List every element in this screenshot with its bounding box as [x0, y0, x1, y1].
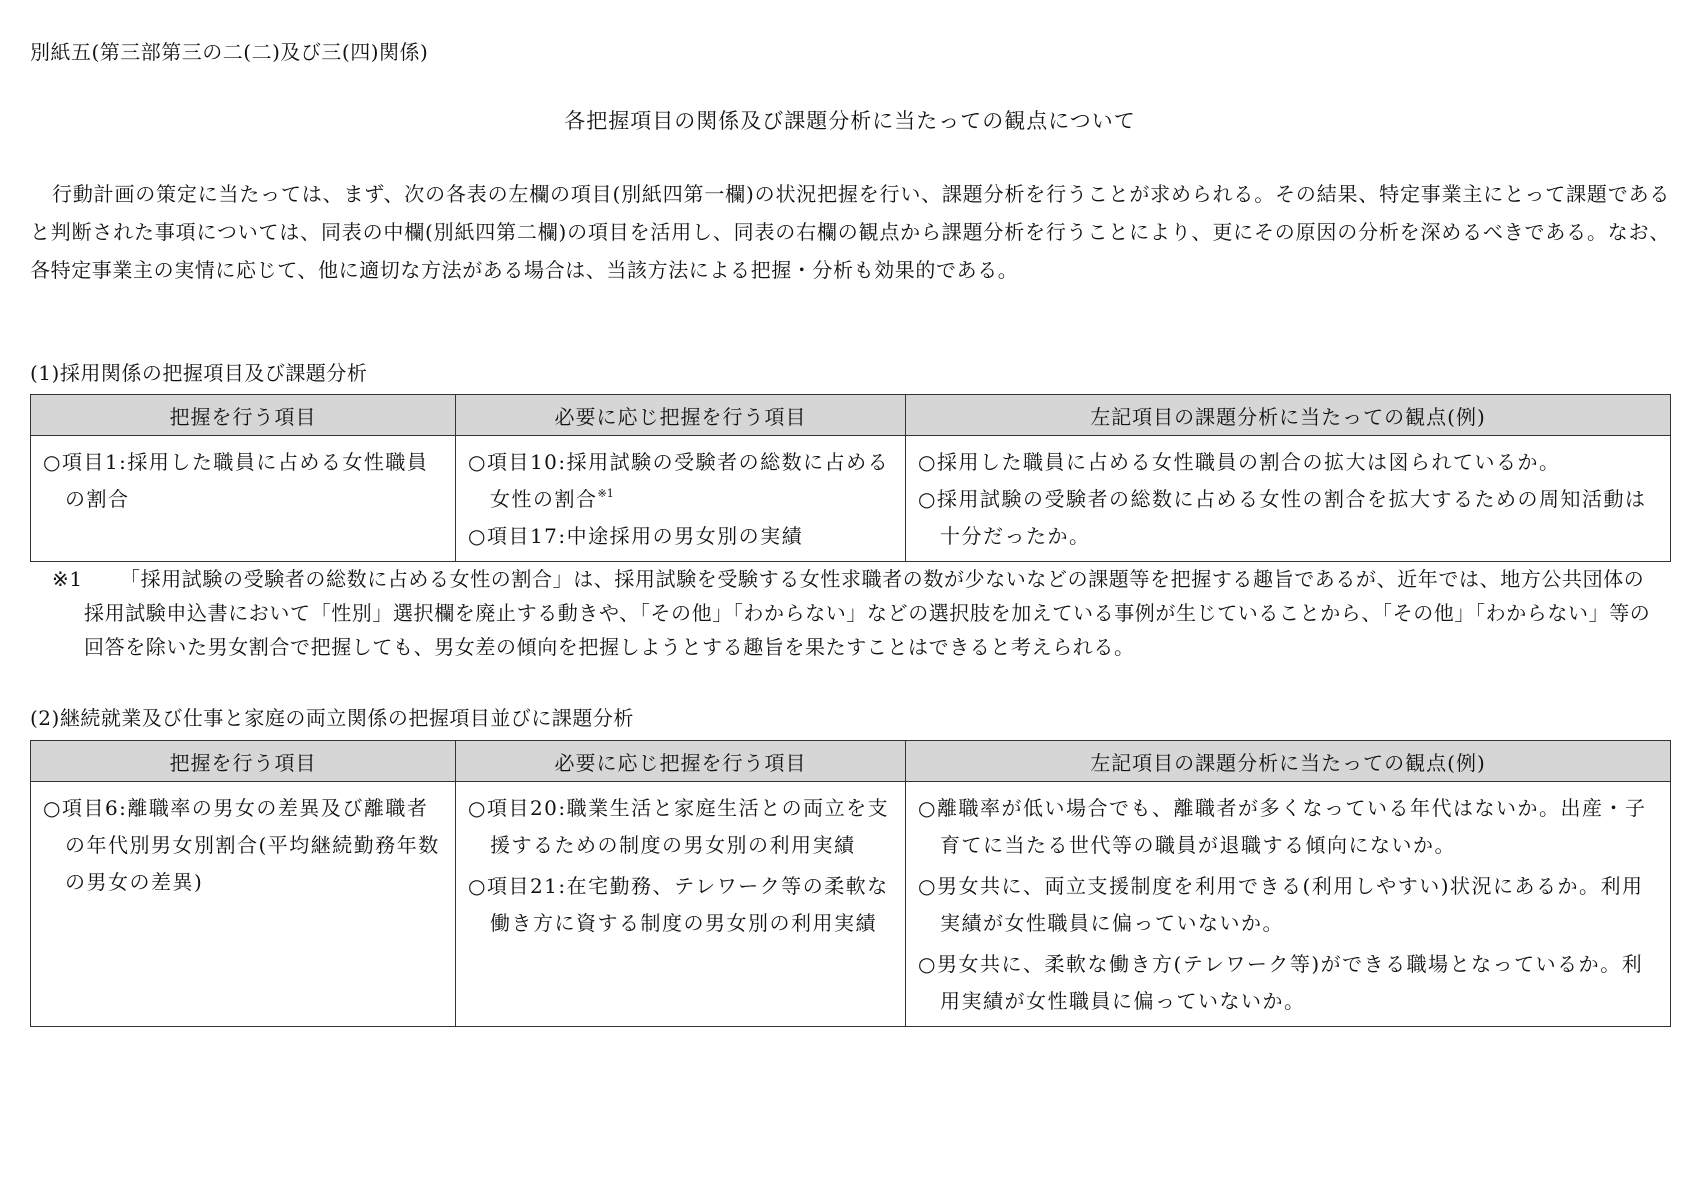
- column-header-viewpoint: 左記項目の課題分析に当たっての観点(例): [906, 741, 1671, 782]
- table-header-row: [31, 395, 1671, 436]
- optional-items-cell: [456, 782, 906, 1027]
- section1-table: [30, 394, 1671, 562]
- footnote-mark: ※1: [52, 567, 83, 591]
- table-row: [31, 782, 1671, 1027]
- section1-title: (1)採用関係の把握項目及び課題分析: [30, 361, 368, 385]
- table-header-row: [31, 741, 1671, 782]
- column-header-optional: 必要に応じ把握を行う項目: [456, 741, 906, 782]
- list-item: ○項目6:離職率の男女の差異及び離職者の年代別男女別割合(平均継続勤務年数の男女の差異): [43, 796, 440, 894]
- table-row: [31, 436, 1671, 562]
- viewpoint-cell: [906, 782, 1671, 1027]
- optional-items-cell: [456, 436, 906, 562]
- column-header-optional: 必要に応じ把握を行う項目: [456, 395, 906, 436]
- list-item: ○項目20:職業生活と家庭生活との両立を支援するための制度の男女別の利用実績: [468, 796, 890, 857]
- list-item: ○項目1:採用した職員に占める女性職員の割合: [43, 450, 429, 511]
- list-item: [468, 444, 895, 518]
- list-item: ○項目17:中途採用の男女別の実績: [468, 524, 804, 548]
- list-item: ○男女共に、柔軟な働き方(テレワーク等)ができる職場となっているか。利用実績が女性職員に偏っていないか。: [918, 952, 1644, 1013]
- section2-title: (2)継続就業及び仕事と家庭の両立関係の把握項目並びに課題分析: [30, 706, 634, 730]
- column-header-required: 把握を行う項目: [31, 395, 456, 436]
- required-items-cell: [31, 782, 456, 1027]
- list-item: ○離職率が低い場合でも、離職者が多くなっている年代はないか。出産・子育てに当たる世代等の職員が退職する傾向にないか。: [918, 796, 1647, 857]
- footnote-ref: ※1: [597, 487, 614, 500]
- footnote-text: 「採用試験の受験者の総数に占める女性の割合」は、採用試験を受験する女性求職者の数が少ないなどの課題等を把握する趣旨であるが、近年では、地方公共団体の採用試験申込書において「性別」選択欄を廃止する動きや、「その他」「わからない」などの選択肢を加えている事例が生じていることから、「その他」「わからない」等の回答を除いた男女割合で把握しても、男女差の傾向を把握しようとする趣旨を果たすことはできると考えられる。: [84, 567, 1651, 659]
- appendix-reference: 別紙五(第三部第三の二(二)及び三(四)関係): [30, 40, 429, 64]
- list-item: ○項目21:在宅勤務、テレワーク等の柔軟な働き方に資する制度の男女別の利用実績: [468, 874, 889, 935]
- required-items-cell: [31, 436, 456, 562]
- document-title: 各把握項目の関係及び課題分析に当たっての観点について: [564, 109, 1136, 133]
- list-item: ○採用試験の受験者の総数に占める女性の割合を拡大するための周知活動は十分だったか。: [918, 487, 1647, 548]
- list-item: ○採用した職員に占める女性職員の割合の拡大は図られているか。: [918, 450, 1561, 474]
- viewpoint-cell: [906, 436, 1671, 562]
- footnote: [52, 562, 1662, 664]
- list-item-text: ○項目10:採用試験の受験者の総数に占める女性の割合: [468, 450, 890, 511]
- column-header-viewpoint: 左記項目の課題分析に当たっての観点(例): [906, 395, 1671, 436]
- column-header-required: 把握を行う項目: [31, 741, 456, 782]
- section2-table: [30, 740, 1671, 1027]
- list-item: ○男女共に、両立支援制度を利用できる(利用しやすい)状況にあるか。利用実績が女性職員に偏っていないか。: [918, 874, 1644, 935]
- intro-paragraph: 行動計画の策定に当たっては、まず、次の各表の左欄の項目(別紙四第一欄)の状況把握を行い、課題分析を行うことが求められる。その結果、特定事業主にとって課題であると判断された事項については、同表の中欄(別紙四第二欄)の項目を活用し、同表の右欄の観点から課題分析を行うことにより、更にその原因の分析を深めるべきである。なお、各特定事業主の実情に応じて、他に適切な方法がある場合は、当該方法による把握・分析も効果的である。: [30, 182, 1670, 282]
